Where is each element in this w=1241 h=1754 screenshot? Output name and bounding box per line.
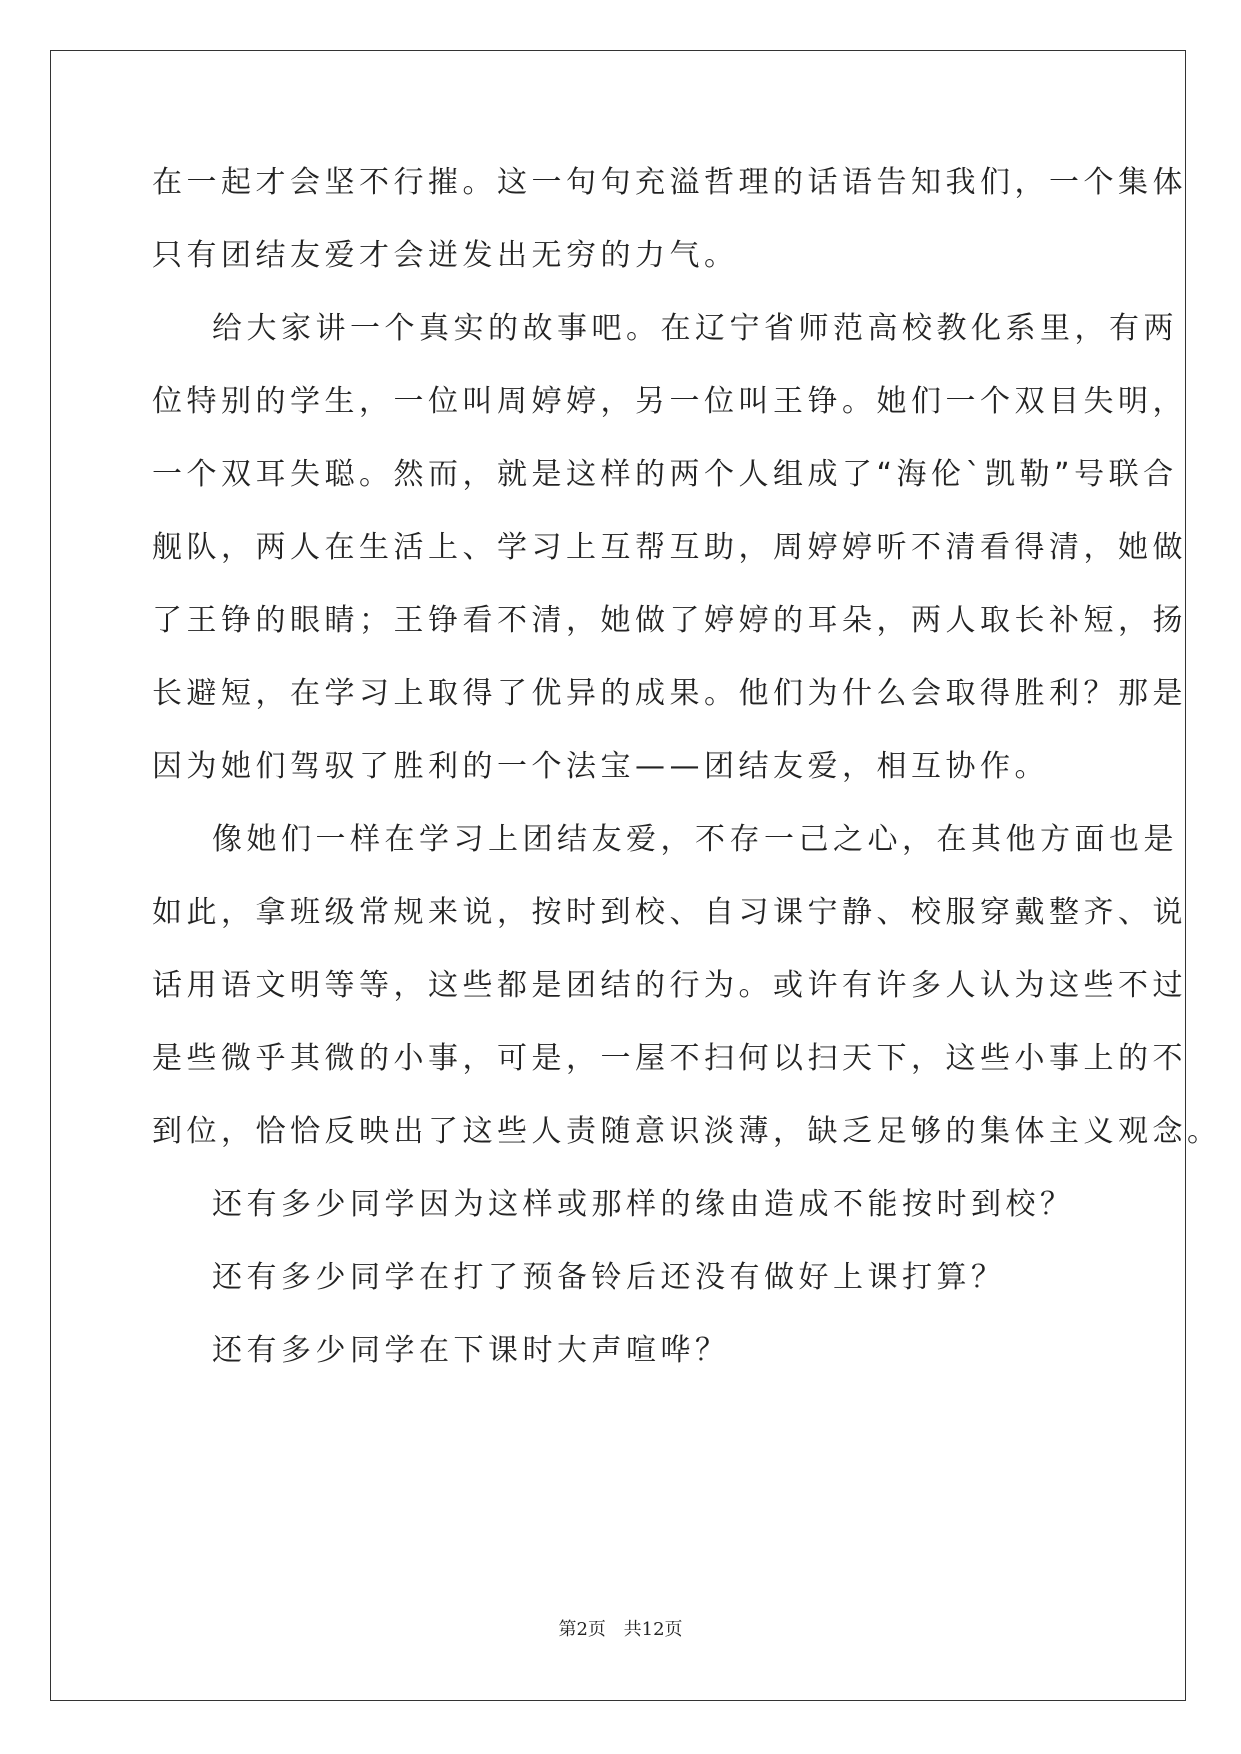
paragraph-first-line: 还有多少同学在下课时大声喧哗？ [212, 1333, 730, 1368]
text-line: 在一起才会坚不行摧。这一句句充溢哲理的话语告知我们，一个集体 [152, 165, 1187, 200]
paragraph-first-line: 还有多少同学因为这样或那样的缘由造成不能按时到校？ [212, 1187, 1075, 1222]
text-line: 了王铮的眼睛；王铮看不清，她做了婷婷的耳朵，两人取长补短，扬 [152, 603, 1187, 638]
text-line: 只有团结友爱才会迸发出无穷的力气。 [152, 238, 739, 273]
page-number: 第2页 [558, 1619, 606, 1640]
text-line: 因为她们驾驭了胜利的一个法宝——团结友爱，相互协作。 [152, 749, 1049, 784]
paragraph-first-line: 还有多少同学在打了预备铃后还没有做好上课打算？ [212, 1260, 1006, 1295]
text-line: 位特别的学生，一位叫周婷婷，另一位叫王铮。她们一个双目失明， [152, 384, 1187, 419]
text-line: 一个双耳失聪。然而，就是这样的两个人组成了“海伦`凯勒”号联合 [152, 457, 1178, 492]
page-border [50, 50, 1186, 1701]
paragraph-first-line: 给大家讲一个真实的故事吧。在辽宁省师范高校教化系里，有两 [212, 311, 1178, 346]
page-total: 共12页 [623, 1619, 683, 1640]
page-footer [0, 1615, 1241, 1641]
text-line: 舰队，两人在生活上、学习上互帮互助，周婷婷听不清看得清，她做 [152, 530, 1187, 565]
text-line: 是些微乎其微的小事，可是，一屋不扫何以扫天下，这些小事上的不 [152, 1041, 1187, 1076]
text-line: 话用语文明等等，这些都是团结的行为。或许有许多人认为这些不过 [152, 968, 1187, 1003]
paragraph-first-line: 像她们一样在学习上团结友爱，不存一己之心，在其他方面也是 [212, 822, 1178, 857]
text-line: 长避短，在学习上取得了优异的成果。他们为什么会取得胜利？那是 [152, 676, 1187, 711]
text-line: 如此，拿班级常规来说，按时到校、自习课宁静、校服穿戴整齐、说 [152, 895, 1187, 930]
text-line: 到位，恰恰反映出了这些人责随意识淡薄，缺乏足够的集体主义观念。 [152, 1114, 1222, 1149]
